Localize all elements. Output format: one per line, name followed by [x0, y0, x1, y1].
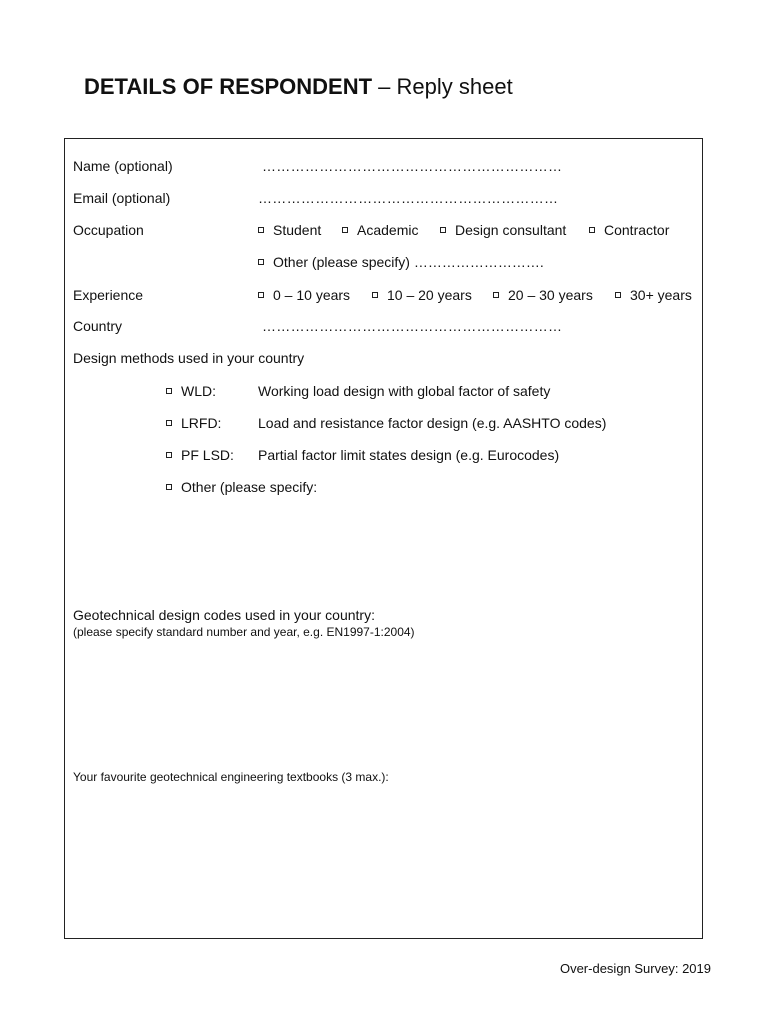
method-option-other[interactable]	[166, 479, 317, 495]
footer-label: Over-design Survey: 2019	[559, 961, 711, 976]
checkbox-icon[interactable]	[166, 452, 172, 458]
experience-option-0-10[interactable]	[258, 287, 350, 303]
method-option-wld[interactable]	[166, 383, 216, 399]
method-code: PF LSD:	[181, 447, 234, 463]
occupation-label: Occupation	[73, 222, 144, 238]
checkbox-icon[interactable]	[589, 227, 595, 233]
experience-option-30-plus[interactable]	[615, 287, 692, 303]
option-label: Student	[273, 222, 322, 238]
method-code: WLD:	[181, 383, 216, 399]
option-label: Contractor	[604, 222, 670, 238]
checkbox-icon[interactable]	[258, 227, 264, 233]
email-field[interactable]: ………………………………………………………	[258, 190, 559, 206]
codes-note: (please specify standard number and year, e.g. EN1997-1:2004)	[73, 625, 415, 639]
checkbox-icon[interactable]	[166, 388, 172, 394]
checkbox-icon[interactable]	[440, 227, 446, 233]
checkbox-icon[interactable]	[166, 420, 172, 426]
country-label: Country	[73, 318, 123, 334]
checkbox-icon[interactable]	[615, 292, 621, 298]
checkbox-icon[interactable]	[258, 292, 264, 298]
email-label: Email (optional)	[73, 190, 171, 206]
experience-option-10-20[interactable]	[372, 287, 472, 303]
option-label: 0 – 10 years	[273, 287, 351, 303]
occupation-option-contractor[interactable]	[589, 222, 669, 238]
checkbox-icon[interactable]	[493, 292, 499, 298]
option-label: Academic	[357, 222, 419, 238]
textbooks-heading: Your favourite geotechnical engineering textbooks (3 max.):	[73, 770, 389, 784]
method-option-lrfd[interactable]	[166, 415, 221, 431]
method-option-pf-lsd[interactable]	[166, 447, 234, 463]
checkbox-icon[interactable]	[258, 259, 264, 265]
experience-option-20-30[interactable]	[493, 287, 593, 303]
method-code: LRFD:	[181, 415, 222, 431]
occupation-option-design-consultant[interactable]	[440, 222, 566, 238]
method-description: Working load design with global factor of safety	[258, 383, 551, 399]
experience-label: Experience	[73, 287, 144, 303]
occupation-option-other[interactable]	[258, 254, 544, 270]
option-label: Other (please specify:	[181, 479, 318, 495]
option-label: Design consultant	[455, 222, 567, 238]
method-description: Load and resistance factor design (e.g. AASHTO codes)	[258, 415, 607, 431]
title-bold: DETAILS OF RESPONDENT	[84, 74, 373, 99]
country-field[interactable]: ………………………………………………………	[262, 318, 563, 334]
page-title	[84, 74, 513, 100]
checkbox-icon[interactable]	[372, 292, 378, 298]
option-label: 20 – 30 years	[508, 287, 593, 303]
option-label: 10 – 20 years	[387, 287, 472, 303]
checkbox-icon[interactable]	[166, 484, 172, 490]
option-label: Other (please specify) ……………………….	[273, 254, 544, 270]
checkbox-icon[interactable]	[342, 227, 348, 233]
method-description: Partial factor limit states design (e.g. Eurocodes)	[258, 447, 560, 463]
name-label: Name (optional)	[73, 158, 173, 174]
design-methods-heading: Design methods used in your country	[73, 350, 305, 366]
option-label: 30+ years	[630, 287, 692, 303]
title-rest: – Reply sheet	[372, 74, 513, 99]
occupation-option-student[interactable]	[258, 222, 321, 238]
codes-heading: Geotechnical design codes used in your country:	[73, 607, 375, 623]
occupation-option-academic[interactable]	[342, 222, 418, 238]
name-field[interactable]: ………………………………………………………	[262, 158, 563, 174]
